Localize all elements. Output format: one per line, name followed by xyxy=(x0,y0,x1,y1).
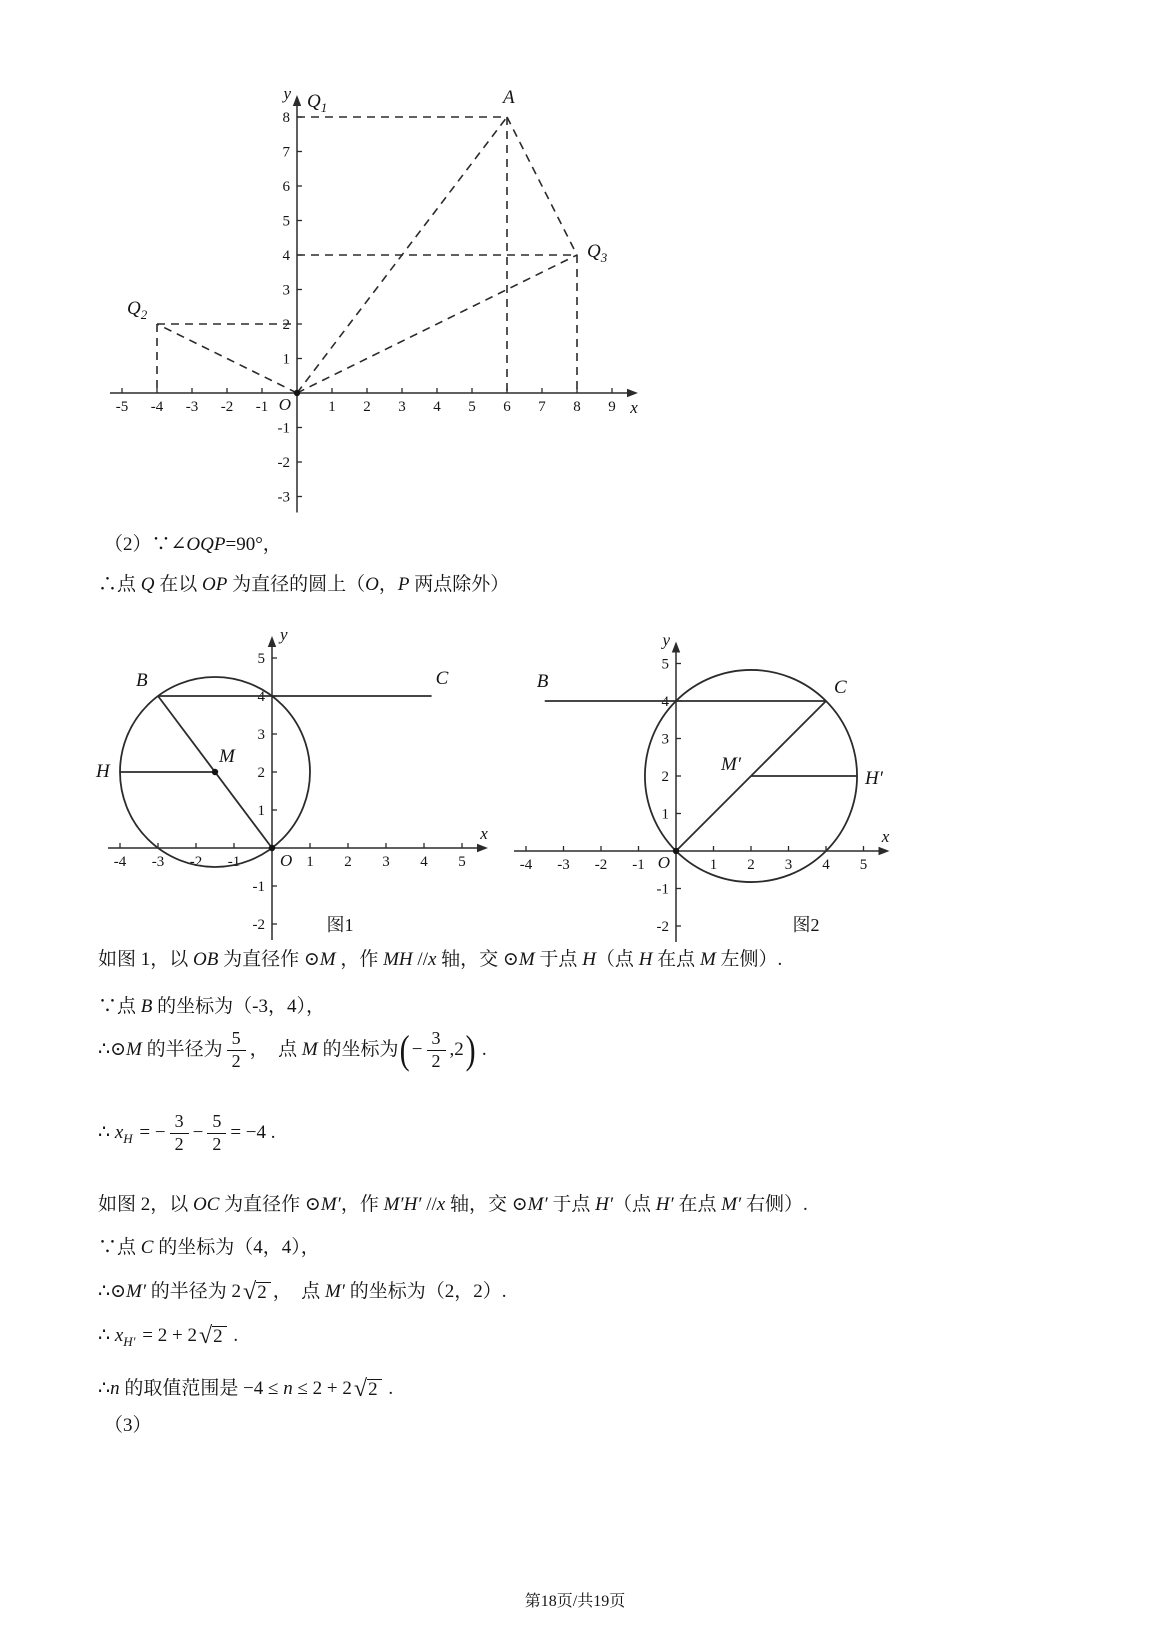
x-tick-label: -4 xyxy=(150,399,164,415)
math-variable: x xyxy=(436,1194,446,1215)
x-tick-label: 8 xyxy=(573,399,581,415)
text-run: （点 xyxy=(595,949,639,970)
y-tick-label: 1 xyxy=(661,806,669,823)
x-tick-label: 7 xyxy=(538,399,546,415)
x-tick-label: 1 xyxy=(306,854,314,870)
math-variable: M xyxy=(319,949,336,970)
y-tick-label: -2 xyxy=(252,917,265,933)
y-tick-label: 1 xyxy=(257,803,265,819)
point-label: A xyxy=(503,87,515,108)
x-tick-label: -1 xyxy=(255,399,269,415)
text-run: . xyxy=(477,1039,487,1060)
x-tick-label: 6 xyxy=(503,399,511,415)
text-run: − xyxy=(411,1039,423,1060)
text-run: . xyxy=(228,1325,239,1346)
text-run: 右侧）. xyxy=(741,1194,808,1215)
x-tick-label: -3 xyxy=(185,399,199,415)
math-variable: M′ xyxy=(126,1281,146,1302)
x-tick-label: -1 xyxy=(632,857,645,873)
point-label: $Q_1$ xyxy=(307,91,328,115)
point-dot xyxy=(269,845,275,851)
point-label: M′ xyxy=(721,754,741,775)
dashed-segment xyxy=(297,255,577,393)
solution-line-4 xyxy=(98,994,325,1020)
text-run: 如图 2，以 xyxy=(98,1194,194,1215)
x-tick-label: 4 xyxy=(420,854,428,870)
text-run: 于点 xyxy=(534,949,583,970)
point-dot xyxy=(673,848,679,854)
fraction-numerator: 5 xyxy=(227,1029,246,1051)
text-run: 的坐标为（-3，4）， xyxy=(152,996,325,1017)
math-variable: B xyxy=(140,996,153,1017)
y-tick-label: 4 xyxy=(661,694,669,710)
y-tick-label: -1 xyxy=(252,879,265,895)
text-run: 的取值范围是 −4 ≤ xyxy=(119,1378,284,1399)
math-variable: n xyxy=(283,1378,293,1399)
text-run: ∵点 xyxy=(98,1237,141,1258)
text-run: = − xyxy=(134,1122,166,1143)
text-run: ,2 xyxy=(449,1039,464,1060)
origin-label: O xyxy=(657,853,670,872)
math-variable: M xyxy=(126,1039,142,1060)
x-tick-label: 2 xyxy=(747,857,755,873)
y-tick-label: 5 xyxy=(257,651,265,667)
x-axis-arrow-icon xyxy=(627,389,638,397)
sqrt-sign: √ xyxy=(198,1323,213,1349)
text-run: = −4 . xyxy=(230,1122,276,1143)
text-run: 左侧）. xyxy=(715,949,783,970)
x-tick-label: -3 xyxy=(151,854,165,870)
solution-line-9 xyxy=(98,1276,506,1308)
text-run: // xyxy=(421,1194,437,1215)
solution-line-11 xyxy=(98,1373,393,1405)
y-tick-label: -2 xyxy=(656,919,669,935)
math-fraction xyxy=(170,1112,189,1155)
math-variable: M′H′ xyxy=(383,1194,422,1215)
fraction-numerator: 5 xyxy=(207,1112,226,1134)
math-variable: H xyxy=(638,949,653,970)
solution-line-10 xyxy=(98,1320,238,1352)
solution-line-1 xyxy=(104,532,282,558)
x-tick-label: -3 xyxy=(557,857,570,873)
text-run: = 2 + 2 xyxy=(137,1325,197,1346)
text-run: 在点 xyxy=(673,1194,722,1215)
figure-coordinate-plot xyxy=(85,85,665,535)
x-tick-label: -2 xyxy=(189,854,203,870)
math-sqrt xyxy=(198,1323,227,1349)
origin-label: O xyxy=(278,395,291,414)
point-label: M xyxy=(219,746,235,767)
math-variable: C xyxy=(140,1237,154,1258)
text-run: 于点 xyxy=(547,1194,596,1215)
fraction-numerator: 3 xyxy=(170,1112,189,1134)
math-subscript: H′ xyxy=(123,1334,136,1349)
x-axis-label: x xyxy=(881,827,890,846)
sqrt-radicand: 2 xyxy=(367,1379,382,1399)
math-variable: M xyxy=(699,949,716,970)
y-axis-arrow-icon xyxy=(293,95,301,106)
text-run: ∴ xyxy=(98,1122,115,1143)
fraction-denominator: 2 xyxy=(231,1050,241,1071)
x-axis-label: x xyxy=(630,398,638,417)
x-tick-label: 2 xyxy=(363,399,371,415)
y-tick-label: 2 xyxy=(661,769,669,785)
text-run: 两点除外） xyxy=(409,574,510,595)
solution-line-8 xyxy=(98,1235,320,1261)
x-tick-label: -4 xyxy=(113,854,127,870)
point-label: $Q_2$ xyxy=(127,298,148,322)
math-fraction xyxy=(227,1029,246,1072)
y-tick-label: 5 xyxy=(282,213,290,230)
text-run: ∴⊙ xyxy=(98,1281,127,1302)
solution-line-7 xyxy=(98,1192,808,1218)
math-variable: OP xyxy=(202,574,228,595)
solution-line-12 xyxy=(104,1413,152,1439)
sqrt-radicand: 2 xyxy=(256,1282,271,1302)
x-axis-arrow-icon xyxy=(879,847,890,855)
text-run: . xyxy=(383,1378,394,1399)
y-axis-label: y xyxy=(662,630,670,650)
y-tick-label: 3 xyxy=(282,282,290,299)
y-tick-label: 8 xyxy=(282,110,290,126)
text-run: 如图 1，以 xyxy=(98,949,194,970)
text-run: // xyxy=(412,949,428,970)
solution-line-3 xyxy=(98,947,782,973)
y-tick-label: -1 xyxy=(656,881,669,898)
text-run: 的半径为 xyxy=(141,1039,223,1060)
dashed-segment xyxy=(157,324,297,393)
text-run: ∴ xyxy=(98,1325,115,1346)
text-run: ， 点 xyxy=(249,1039,302,1060)
sqrt-radicand: 2 xyxy=(212,1326,227,1346)
x-tick-label: 3 xyxy=(784,857,793,873)
math-variable: H xyxy=(582,949,596,970)
y-tick-label: -3 xyxy=(277,489,290,506)
y-tick-label: 4 xyxy=(282,248,290,264)
math-variable: M xyxy=(518,949,535,970)
point-label: H′ xyxy=(865,768,883,789)
sqrt-sign: √ xyxy=(353,1376,368,1402)
text-run: ， 点 xyxy=(272,1281,325,1302)
y-tick-label: -1 xyxy=(277,420,290,437)
x-tick-label: 3 xyxy=(398,399,406,415)
x-tick-label: 5 xyxy=(859,857,868,873)
math-variable: Q xyxy=(140,574,155,595)
text-run: ，作 xyxy=(340,1194,384,1215)
text-run: 的坐标为 xyxy=(317,1039,399,1060)
math-variable: OQP xyxy=(186,534,226,555)
text-run: （3） xyxy=(104,1415,152,1436)
point-label: $Q_3$ xyxy=(587,241,608,265)
point-dot xyxy=(294,390,300,396)
math-fraction xyxy=(207,1112,226,1155)
y-axis-label: y xyxy=(280,625,288,644)
y-axis-label: y xyxy=(283,84,291,103)
x-tick-label: 4 xyxy=(822,857,830,873)
y-axis-arrow-icon xyxy=(268,636,276,647)
x-tick-label: 5 xyxy=(458,854,466,870)
math-variable: OC xyxy=(193,1194,220,1215)
text-run: ，作 xyxy=(335,949,384,970)
solution-line-2 xyxy=(98,572,509,598)
figure-2 xyxy=(498,598,933,948)
text-run: ， xyxy=(378,574,398,595)
math-sqrt xyxy=(353,1376,382,1402)
text-run: ∴⊙ xyxy=(98,1039,127,1060)
text-run: 为直径作 ⊙ xyxy=(219,1194,321,1215)
math-variable: MH xyxy=(383,949,413,970)
point-label: B xyxy=(136,670,148,691)
math-variable: x xyxy=(114,1325,124,1346)
text-run: （点 xyxy=(613,1194,656,1215)
math-subscript: H xyxy=(123,1131,133,1146)
math-variable: P xyxy=(397,574,410,595)
text-run: − xyxy=(192,1122,204,1143)
x-tick-label: -2 xyxy=(220,399,234,415)
solution-line-6 xyxy=(98,1104,276,1162)
point-dot xyxy=(212,769,218,775)
y-axis-arrow-icon xyxy=(672,642,680,653)
math-variable: x xyxy=(427,949,437,970)
page-footer: 第18页/共19页 xyxy=(524,1593,626,1610)
x-tick-label: -5 xyxy=(115,399,129,415)
text-run: =90°， xyxy=(225,534,282,555)
y-tick-label: -2 xyxy=(277,455,290,471)
solution-line-5: ∴⊙ M 的半径为 $\frac{5}{2}$ ， 点 M 的坐标为 ( − $\frac{3}{2}$ ,2 ) . xyxy=(98,1027,487,1072)
figure-1 xyxy=(85,598,515,948)
text-run: 的坐标为（4，4）， xyxy=(153,1237,320,1258)
text-run: （2）∵∠ xyxy=(104,534,187,555)
y-tick-label: 1 xyxy=(282,351,290,368)
dashed-segment xyxy=(507,117,577,255)
math-variable: H′ xyxy=(595,1194,614,1215)
x-tick-label: 4 xyxy=(433,399,441,415)
point-label: C xyxy=(834,677,847,698)
fraction-denominator: 2 xyxy=(431,1050,441,1071)
x-tick-label: 1 xyxy=(328,399,336,415)
text-run: 的半径为 2 xyxy=(146,1281,242,1302)
figure-caption: 图1 xyxy=(326,915,354,935)
text-run: 轴，交 ⊙ xyxy=(445,1194,528,1215)
math-variable: OB xyxy=(193,949,219,970)
x-tick-label: 5 xyxy=(468,399,476,415)
point-label: H xyxy=(96,761,110,782)
math-variable: M′ xyxy=(527,1194,548,1215)
math-sqrt xyxy=(243,1279,271,1305)
x-tick-label: 2 xyxy=(344,854,352,870)
math-variable: n xyxy=(110,1378,120,1399)
sqrt-sign: √ xyxy=(243,1279,257,1305)
text-run: 轴，交 ⊙ xyxy=(436,949,519,970)
y-tick-label: 2 xyxy=(282,317,290,333)
fraction-numerator: 3 xyxy=(427,1029,446,1051)
point-label: B xyxy=(536,671,549,692)
origin-label: O xyxy=(280,851,293,870)
text-run: 在以 xyxy=(154,574,203,595)
x-tick-label: -2 xyxy=(594,857,608,873)
math-variable: O xyxy=(365,574,379,595)
math-variable: H′ xyxy=(655,1194,674,1215)
y-tick-label: 3 xyxy=(661,731,669,748)
text-run: ∴点 xyxy=(98,574,141,595)
x-tick-label: 9 xyxy=(608,399,616,415)
text-run: ≤ 2 + 2 xyxy=(292,1378,352,1399)
fraction-denominator: 2 xyxy=(174,1133,184,1154)
math-variable: M′ xyxy=(324,1281,345,1302)
x-tick-label: -1 xyxy=(227,854,241,870)
math-variable: M′ xyxy=(721,1194,742,1215)
x-tick-label: 1 xyxy=(709,857,718,873)
fraction-denominator: 2 xyxy=(212,1133,222,1154)
x-axis-arrow-icon xyxy=(477,844,488,852)
math-variable: M xyxy=(301,1039,318,1060)
y-tick-label: 6 xyxy=(282,179,290,195)
y-tick-label: 5 xyxy=(661,656,669,673)
text-run: ∴ xyxy=(98,1378,111,1399)
math-variable: M′ xyxy=(320,1194,341,1215)
math-fraction xyxy=(427,1029,446,1072)
text-run: 为直径作 ⊙ xyxy=(218,949,320,970)
text-run: 的坐标为（2，2）. xyxy=(344,1281,507,1302)
x-tick-label: 3 xyxy=(382,854,390,870)
figure-caption: 图2 xyxy=(792,915,820,935)
x-axis-label: x xyxy=(480,824,488,843)
text-run: 为直径的圆上（ xyxy=(227,574,366,595)
x-tick-label: -4 xyxy=(519,857,533,873)
math-variable: x xyxy=(114,1122,124,1143)
text-run: ∵点 xyxy=(98,996,141,1017)
y-tick-label: 4 xyxy=(257,689,265,705)
y-tick-label: 2 xyxy=(257,765,265,781)
point-label: C xyxy=(435,668,449,689)
text-run: 在点 xyxy=(652,949,700,970)
y-tick-label: 7 xyxy=(282,144,290,161)
y-tick-label: 3 xyxy=(257,727,265,743)
